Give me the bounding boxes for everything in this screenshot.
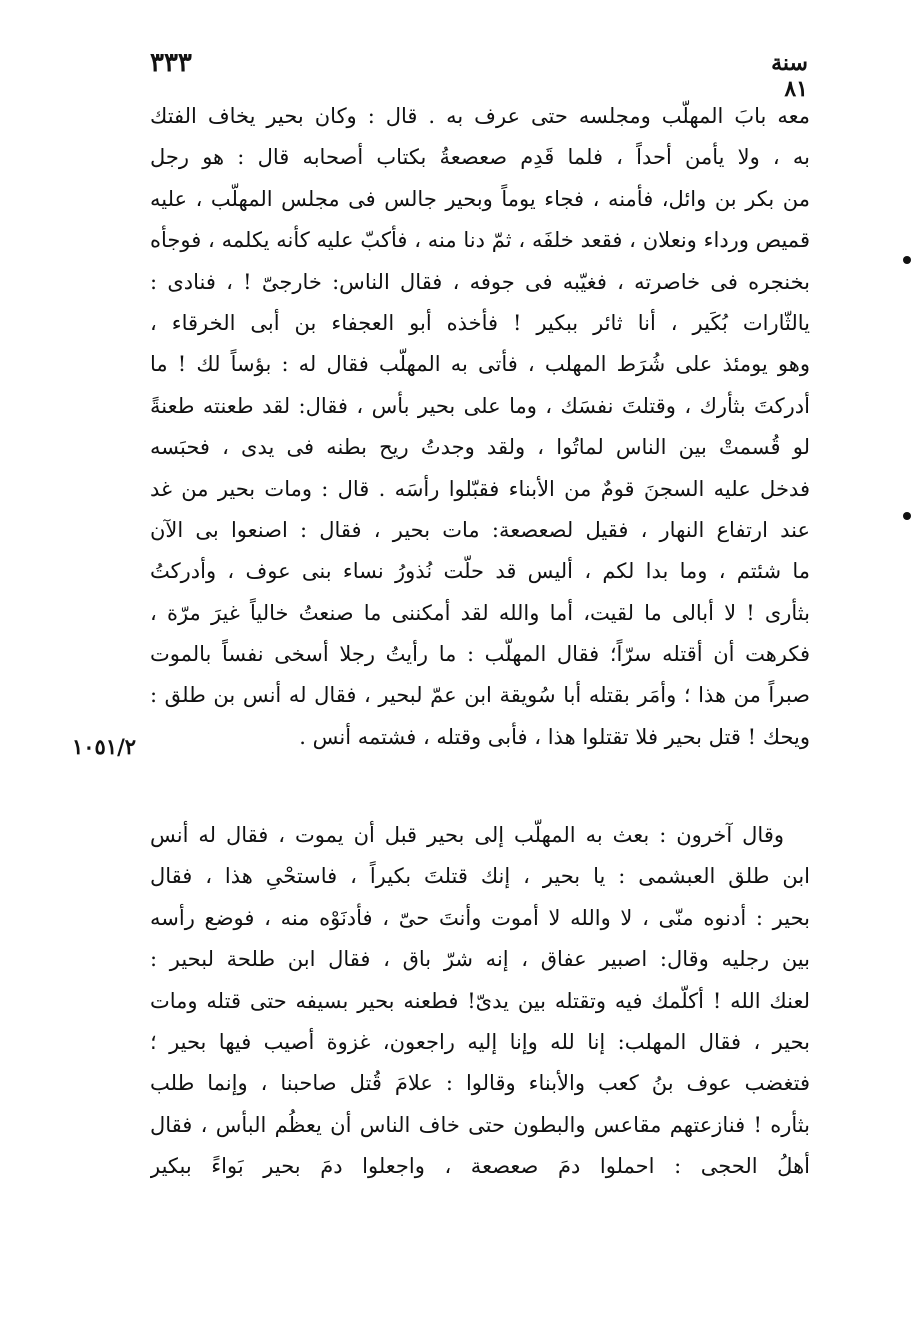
- text-line: فدخل عليه السجنَ قومٌ من الأبناء فقبّلوا رأسَه . قال : ومات بحير من غد: [150, 476, 810, 501]
- page-number: ٣٣٣: [150, 48, 192, 78]
- text-line: بخنجره فى خاصرته ، فغيّبه فى جوفه ، فقال الناس: خارجىّ ! ، فنادى :: [150, 269, 810, 294]
- text-line: بثأره ! فنازعتهم مقاعس والبطون حتى خاف الناس أن يعظُم البأس ، فقال: [150, 1112, 810, 1137]
- text-line: بحير : أدنوه منّى ، لا والله لا أموت وأنتَ حىّ ، فأدنَوْه منه ، فوضع رأسه: [150, 905, 810, 930]
- text-line: ويحك ! قتل بحير فلا تقتلوا هذا ، فأبى وقتله ، فشتمه أنس .: [299, 724, 810, 749]
- text-line: بثأرى ! لا أبالى ما لقيت، أما والله لقد أمكننى ما صنعتُ خالياً غيرَ مرّة ،: [150, 600, 810, 625]
- text-line: فتغضب عوف بنُ كعب والأبناء وقالوا : علامَ قُتل صاحبنا ، وإنما طلب: [150, 1071, 810, 1096]
- text-line: ما شئتم ، وما بدا لكم ، أليس قد حلّت نُذورُ نساء بنى عوف ، وأدركتُ: [150, 559, 810, 584]
- text-line: فكرهت أن أقتله سرّاً؛ فقال المهلّب : ما رأيتُ رجلا أسخى نفساً بالموت: [150, 642, 810, 667]
- text-line: ابن طلق العبشمى : يا بحير ، إنك قتلتَ بكيراً ، فاستحْىِ هذا ، فقال: [150, 864, 810, 889]
- paragraph-1: [150, 96, 810, 758]
- text-line: وقال آخرون : بعث به المهلّب إلى بحير قبل أن يموت ، فقال له أنس: [150, 823, 784, 847]
- margin-dot-mark: [903, 512, 911, 520]
- paragraph-2: [150, 815, 810, 1188]
- text-line: صبراً من هذا ؛ وأمَر بقتله أبا سُويقة ابن عمّ لبحير ، فقال له أنس بن طلق :: [150, 683, 810, 708]
- text-line: وهو يومئذ على شُرَط المهلب ، فأتى به المهلّب فقال له : بؤساً لك ! ما: [150, 352, 810, 377]
- text-line: به ، ولا يأمن أحداً ، فلما قَدِم صعصعةُ بكتاب أصحابه قال : هو رجل: [150, 145, 810, 170]
- text-line: من بكر بن وائل، فأمنه ، فجاء يوماً وبحير جالس فى مجلس المهلّب ، عليه: [150, 186, 810, 211]
- running-head: سنة ٨١: [771, 50, 808, 102]
- text-line: بين رجليه وقال: اصبير عفاق ، إنه شرّ باق ، فقال ابن طلحة لبحير :: [150, 947, 810, 972]
- text-line: معه بابَ المهلّب ومجلسه حتى عرف به . قال : وكان بحير يخاف الفتك: [150, 104, 810, 128]
- text-line: لو قُسمتْ بين الناس لماتُوا ، ولقد وجدتُ ريح بطنه فى يدى ، فحبَسه: [150, 435, 810, 460]
- text-line: بحير ، فقال المهلب: إنا لله وإنا إليه راجعون، غزوة أصيب فيها بحير ؛: [150, 1029, 810, 1054]
- margin-reference: ١٠٥١/٢: [72, 734, 137, 759]
- text-line: أهلُ الحجى : احملوا دمَ صعصعة ، واجعلوا دمَ بحير بَواءً ببكير: [150, 1154, 810, 1179]
- text-line: عند ارتفاع النهار ، فقيل لصعصعة: مات بحير ، فقال : اصنعوا بى الآن: [150, 517, 810, 542]
- text-line: أدركتَ بثأرك ، وقتلتَ نفسَك ، وما على بحير بأس ، فقال: لقد طعنته طعنةً: [150, 393, 810, 418]
- text-line: قميص ورداء ونعلان ، فقعد خلفَه ، ثمّ دنا منه ، فأكبّ عليه كأنه يكلمه ، فوجأه: [150, 228, 810, 253]
- text-line: لعنك الله ! أكلّمك فيه وتقتله بين يدىّ! فطعنه بحير بسيفه حتى قتله ومات: [150, 988, 810, 1013]
- text-line: يالثّارات بُكَير ، أنا ثائر ببكير ! فأخذه أبو العجفاء بن أبى الخرقاء ،: [150, 310, 810, 335]
- margin-dot-mark: [903, 256, 911, 264]
